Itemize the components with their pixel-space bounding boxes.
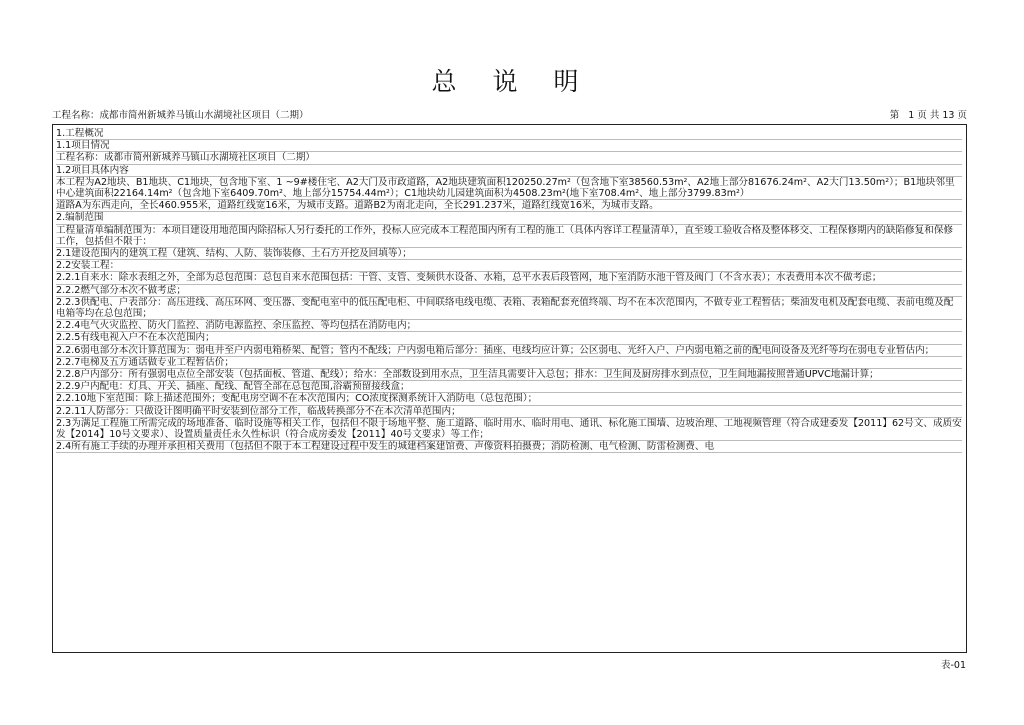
text-line: 2.4所有施工手续的办理并承担相关费用（包括但不限于本工程建设过程中发生的城建档案建馆费、声像资料拍摄费；消防检测、电气检测、防雷检测费、电 <box>56 441 962 453</box>
text-line: 2.1建设范围内的建筑工程（建筑、结构、人防、装饰装修、土石方开挖及回填等）； <box>56 248 962 260</box>
text-line: 2.2.4电气火灾监控、防火门监控、消防电源监控、余压监控、等均包括在消防电内； <box>56 320 962 332</box>
header-row <box>52 109 967 123</box>
text-line: 2.2.11人防部分：只做设计图明确平时安装到位部分工作，临战转换部分不在本次清单范围内； <box>56 406 962 418</box>
content-frame <box>52 124 967 653</box>
text-line: 1.2项目具体内容 <box>56 165 962 177</box>
text-line: 2.2安装工程： <box>56 260 962 272</box>
text-line: 2.2.5有线电视入户不在本次范围内； <box>56 332 962 344</box>
text-line: 2.3为满足工程施工所需完成的场地准备、临时设施等相关工作，包括但不限于场地平整、施工道路、临时用水、临时用电、通讯、标化施工围墙、边坡治理、工地视频管理（符合成建委发【2011】62号文、成质安发【2014】10号文要求）、设置质量责任永久性标识（符合成房委发【2011】40号文要求）等工作； <box>56 417 962 441</box>
page-title: 总 说 明 <box>431 67 593 96</box>
text-line: 工程量清单编制范围为：本项目建设用地范围内除招标人另行委托的工作外，投标人应完成本工程范围内所有工程的施工（具体内容详工程量清单），直至竣工验收合格及整体移交、工程保修期内的缺陷修复和保修工作，包括但不限于： <box>56 225 962 248</box>
text-line: 2.2.9户内配电：灯具、开关、插座、配线、配管全部在总包范围,浴霸预留接线盒； <box>56 381 962 393</box>
description-body <box>56 128 962 453</box>
text-line: 1.工程概况 <box>56 128 962 140</box>
text-line: 工程名称：成都市简州新城养马镇山水湖境社区项目（二期） <box>56 152 962 164</box>
text-line: 2.编制范围 <box>56 212 962 224</box>
page-indicator: 第 1 页 共 13 页 <box>889 110 967 121</box>
text-line: 2.2.1自来水：除水表组之外，全部为总包范围：总包自来水范围包括：干管、支管、变频供水设备、水箱，总平水表后段管网，地下室消防水池干管及阀门（不含水表）；水表费用本次不做考虑； <box>56 272 962 284</box>
text-line: 2.2.10地下室范围：除上描述范围外；变配电房空调不在本次范围内；CO浓度探测系统计入消防电（总包范围）； <box>56 393 962 405</box>
text-line: 2.2.2燃气部分本次不做考虑； <box>56 285 962 297</box>
form-number: 表-01 <box>940 660 966 671</box>
project-name: 工程名称：成都市简州新城养马镇山水湖境社区项目（二期） <box>52 110 309 121</box>
text-line: 本工程为A2地块、B1地块、C1地块，包含地下室、1 ~9#楼住宅、A2大门及市政道路，A2地块建筑面积120250.27m²（包含地下室38560.53m²、A2地上部分81676.24m²、A2大门13.50m²）；B1地块邻里中心建筑面积22164.14m²（包含地下室6409.70m²、地上部分15754.44m²）；C1地块幼儿园建筑面积为4508.23m²(地下室708.4m²、地上部分3799.83m²） <box>56 177 962 200</box>
text-line: 2.2.8户内部分：所有强弱电点位全部安装（包括面板、管道、配线）；给水：全部数设到用水点，卫生洁具需要计入总包；排水：卫生间及厨房排水到点位，卫生间地漏按照普通UPVC地漏计算； <box>56 369 962 381</box>
text-line: 道路A为东西走向，全长460.955米，道路红线宽16米，为城市支路。道路B2为南北走向，全长291.237米，道路红线宽16米，为城市支路。 <box>56 200 962 212</box>
text-line: 2.2.7电梯及五方通话做专业工程暂估价； <box>56 357 962 369</box>
text-line: 1.1项目情况 <box>56 140 962 152</box>
text-line: 2.2.3供配电、户表部分：高压进线、高压环网、变压器、变配电室中的低压配电柜、中间联络电线电缆、表箱、表箱配套充值终端、均不在本次范围内，不做专业工程暂估；柴油发电机及配套电缆、表前电缆及配电箱等均在总包范围； <box>56 297 962 320</box>
text-line: 2.2.6弱电部分本次计算范围为：弱电井至户内弱电箱桥架、配管；管内不配线；户内弱电箱后部分：插座、电线均应计算；公区弱电、光纤入户、户内弱电箱之前的配电间设备及光纤等均在弱电专业暂估内； <box>56 345 962 357</box>
